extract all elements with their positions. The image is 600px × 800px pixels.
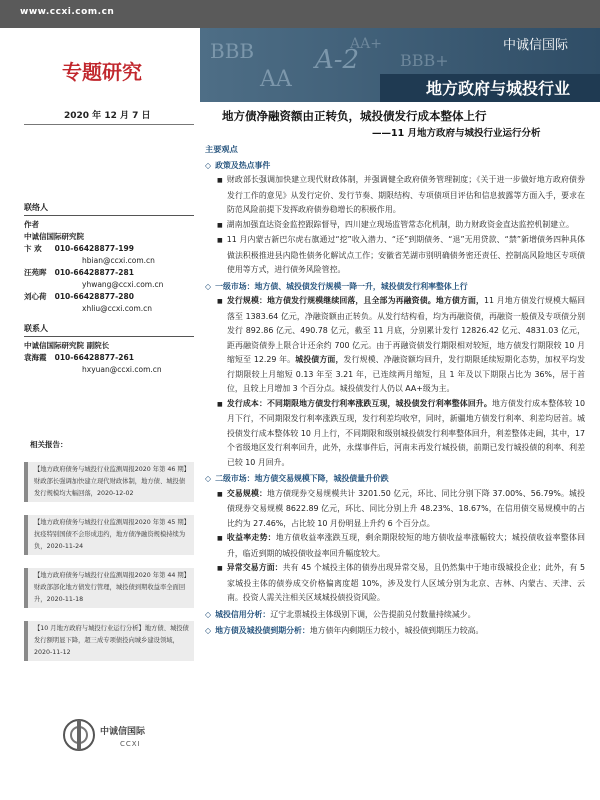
section-heading: 地方债及城投债到期分析： xyxy=(215,626,310,635)
lead-text: 收益率走势： xyxy=(226,533,276,542)
report-date: 2020 年 12 月 7 日 xyxy=(64,111,151,121)
square-bullet-icon: ■ xyxy=(217,298,223,305)
paragraph-text: 湖南加强直达资金监控跟踪督导，四川建立现场监管常态化机制，助力财政资金直达监控机制建立。 xyxy=(226,219,574,229)
contact-name: 卞 欢 xyxy=(24,244,42,253)
header-banner xyxy=(200,28,600,102)
section-heading: 二级市场：地方债交易规模下降，城投债量升价跌 xyxy=(215,474,389,483)
related-report-item[interactable]: 【地方政府债务与城投行业监测周报2020 年第 45 期】抗疫特别国债不会形成违约，地方债净融资规模持续为负，2020-11-24 xyxy=(24,515,194,555)
paragraph-text: 11 月内蒙古新巴尔虎右旗通过“挖”收入潜力、“还”到期债务、“退”无用贷款、“禁”新增债务四种具体做法积极推进县内隐性债务化解试点工作；安徽省芜湖市别明确债务密还责任、控制高风险地区专项债使用等方式，进行债务风险管控。 xyxy=(226,235,585,274)
contact-phone: 010-66428877-261 xyxy=(54,353,134,362)
bullet-paragraph xyxy=(205,397,585,471)
paragraph-text: 财政部长强调加快建立现代财政体制，并强调健全政府债务管理制度；《关于进一步做好地方政府债券发行工作的意见》从发行定价、发行节奏、期限结构、专项债项目评估和信息披露等方面入手，要求在防范风险前提下发挥政府债券稳增长的积极作用。 xyxy=(226,175,586,214)
related-report-item[interactable]: 【地方政府债务与城投行业监测周报2020 年第 46 期】财政部长强调加快建立现代财政体制，地方债、城投债发行规模均大幅回落，2020-12-02 xyxy=(24,462,194,502)
contact-name: 汪苑晖 xyxy=(24,268,47,277)
paragraph-text: 11 月地方债发行规模大幅回落至 1383.64 亿元，净融资额由正转负。从发行结构看，均为再融资债，再融资一般债及专项债分别发行 892.86 亿元、490.78 亿元，截至 11 月底，分别累计发行 12826.42 亿元、4831.03 亿元，距再融资债券上限合计还余约 700 亿元。由于再融资债发行期限相对较短，地方债发行期限较 10 月缩短至 12.29 年。 xyxy=(227,296,585,364)
watermark-a2: A-2 xyxy=(315,45,360,75)
diamond-icon: ◇ xyxy=(205,609,212,619)
contact-email[interactable]: yhwang@ccxi.com.cn xyxy=(82,280,164,289)
paragraph-text: 地方债年内剩期压力较小，城投债到期压力较高。 xyxy=(309,626,484,635)
main-content xyxy=(205,142,585,639)
paragraph-text: 地方债现券交易规模共计 3201.50 亿元，环比、同比分别下降 37.00%、56.79%。城投债现券交易规模 8622.89 亿元，环比、同比分别上升 48.23%、18.67%，在信用债交易规模中的占比约为 27.46%，占比较 10 月份明显上升约 6 个百分点。 xyxy=(227,488,585,528)
square-bullet-icon: ■ xyxy=(217,177,223,184)
contact-phone: 010-66428877-280 xyxy=(54,292,134,301)
bullet-paragraph xyxy=(205,233,585,278)
square-bullet-icon: ■ xyxy=(217,400,223,408)
ccxi-logo xyxy=(60,716,200,766)
square-bullet-icon: ■ xyxy=(217,565,223,572)
bullet-paragraph xyxy=(205,173,585,218)
watermark-bbb: BBB xyxy=(210,39,255,63)
contact-row xyxy=(24,291,194,303)
related-report-item[interactable]: 【地方政府债务与城投行业监测周报2020 年第 44 期】财政部部化地方债发行管理，城投债到期收益率全面回升，2020-11-18 xyxy=(24,568,194,608)
diamond-icon: ◇ xyxy=(205,474,212,483)
key-points-heading: 主要观点 xyxy=(205,144,238,154)
contact-email[interactable]: xhliu@ccxi.com.cn xyxy=(82,304,153,313)
paragraph-text: 地方债收益率涨跌互现，剩余期限较短的地方债收益率涨幅较大；城投债收益率整体回升，临近到期的城投债收益率回升幅度较大。 xyxy=(227,533,585,558)
square-bullet-icon: ■ xyxy=(217,237,223,244)
report-subtitle: ——11 月地方政府与城投行业运行分析 xyxy=(372,128,541,139)
contact-name: 刘心荷 xyxy=(24,292,47,301)
contact-row xyxy=(24,267,194,279)
contacts-panel xyxy=(24,202,194,376)
section-heading: 城投信用分析： xyxy=(215,609,271,619)
contacts-header: 联络人 xyxy=(24,203,48,212)
author-org: 中诚信国际研究院 xyxy=(24,232,84,241)
bullet-paragraph xyxy=(205,487,585,532)
contact-email[interactable]: hbian@ccxi.com.cn xyxy=(82,256,155,265)
report-title: 地方债净融资额由正转负，城投债发行成本整体上行 xyxy=(222,109,487,123)
contact-phone: 010-66428877-281 xyxy=(54,268,134,277)
logo-emblem-icon xyxy=(60,716,98,754)
logo-abbr: CCXI xyxy=(120,740,141,748)
bullet-paragraph xyxy=(205,531,585,561)
diamond-icon: ◇ xyxy=(205,281,212,291)
square-bullet-icon: ■ xyxy=(217,221,223,229)
top-bar xyxy=(0,0,600,28)
square-bullet-icon: ■ xyxy=(217,535,223,542)
contact-email[interactable]: hxyuan@ccxi.com.cn xyxy=(82,365,162,374)
contact-row xyxy=(24,352,194,364)
related-reports-label: 相关报告： xyxy=(30,440,68,449)
paragraph-text: 地方债发行成本整体较 10 月下行，不同期限发行利率涨跌互现，发行利差均收窄，同时，新疆地方债发行利率、利差均居首。城投债发行成本整体较 10 月上行，不同期限和级别城投债发行利率整体回升，利差整体走阔，其中，17 个省级地区发行利率回升，此外，永煤事件后，河南未再发行城投债，前期已发行城投债的利率、利差已较 10 月回升。 xyxy=(227,398,585,467)
contact-name: 袁海霞 xyxy=(24,353,47,362)
diamond-icon: ◇ xyxy=(205,160,212,170)
liaison-org: 中诚信国际研究院 副院长 xyxy=(24,341,110,350)
bullet-paragraph xyxy=(205,294,585,397)
left-divider xyxy=(24,124,194,125)
paragraph-text: 发行规模、净融资额均回升，发行期限延续短期化态势，加权平均发行期限较上月缩短 0.13 年至 3.21 年，已连续两月缩短，且 1 年及以下期限占比为 36%，居于首位，且较上月增加 3 个百分点。城投债发行人仍以 AA+级为主。 xyxy=(227,355,585,393)
related-reports-list xyxy=(24,462,194,674)
contacts-rule xyxy=(24,215,194,216)
watermark-aaplus: AA+ xyxy=(350,36,382,52)
lead-text: 发行成本：不同期限地方债发行利率涨跌互现，城投债发行利率整体回升。 xyxy=(226,398,492,408)
paragraph-text: 辽宁北票城投主体级别下调，公告提前兑付数量持续减少。 xyxy=(270,609,476,619)
lead-text: 异常交易方面： xyxy=(226,563,283,572)
sector-title: 地方政府与城投行业 xyxy=(425,79,570,98)
contact-phone: 010-66428877-199 xyxy=(54,244,134,253)
bullet-paragraph xyxy=(205,218,585,234)
bullet-paragraph xyxy=(205,561,585,606)
lead-text: 发行规模：地方债发行规模继续回落，且全部为再融资债。地方债方面， xyxy=(226,296,485,305)
brand-name: 中诚信国际 xyxy=(502,38,568,53)
watermark-bbbplus: BBB+ xyxy=(400,51,449,70)
site-url[interactable]: www.ccxi.com.cn xyxy=(20,7,115,17)
author-label: 作者 xyxy=(24,220,39,229)
watermark-aa: AA xyxy=(260,67,292,92)
liaison-header: 联系人 xyxy=(24,324,48,333)
liaison-rule xyxy=(24,336,194,337)
related-report-item[interactable]: 【10 月地方政府与城投行业运行分析】地方债、城投债发行额明显下降，超三成专项债投向城乡建设领域，2020-11-12 xyxy=(24,621,194,661)
section-heading: 一级市场：地方债、城投债发行规模一降一升，城投债发行利率整体上行 xyxy=(215,281,468,291)
section-heading: 政策及热点事件 xyxy=(215,160,271,170)
logo-text: 中诚信国际 xyxy=(100,727,146,737)
lead-text: 交易规模： xyxy=(226,488,268,498)
diamond-icon: ◇ xyxy=(205,626,212,635)
lead-text: 城投债方面， xyxy=(295,355,344,364)
paragraph-text: 共有 45 个城投主体的债券出现异常交易，且仍然集中于地市级城投企业；此外，有 5 家城投主体的债券成交价格偏离度超 10%，涉及发行人区域分别为北京、吉林、内蒙古、天津、云南。投资人需关注相关区域城投债投资风险。 xyxy=(227,563,585,602)
contact-row xyxy=(24,243,194,255)
report-type: 专题研究 xyxy=(62,60,142,84)
square-bullet-icon: ■ xyxy=(217,490,223,498)
